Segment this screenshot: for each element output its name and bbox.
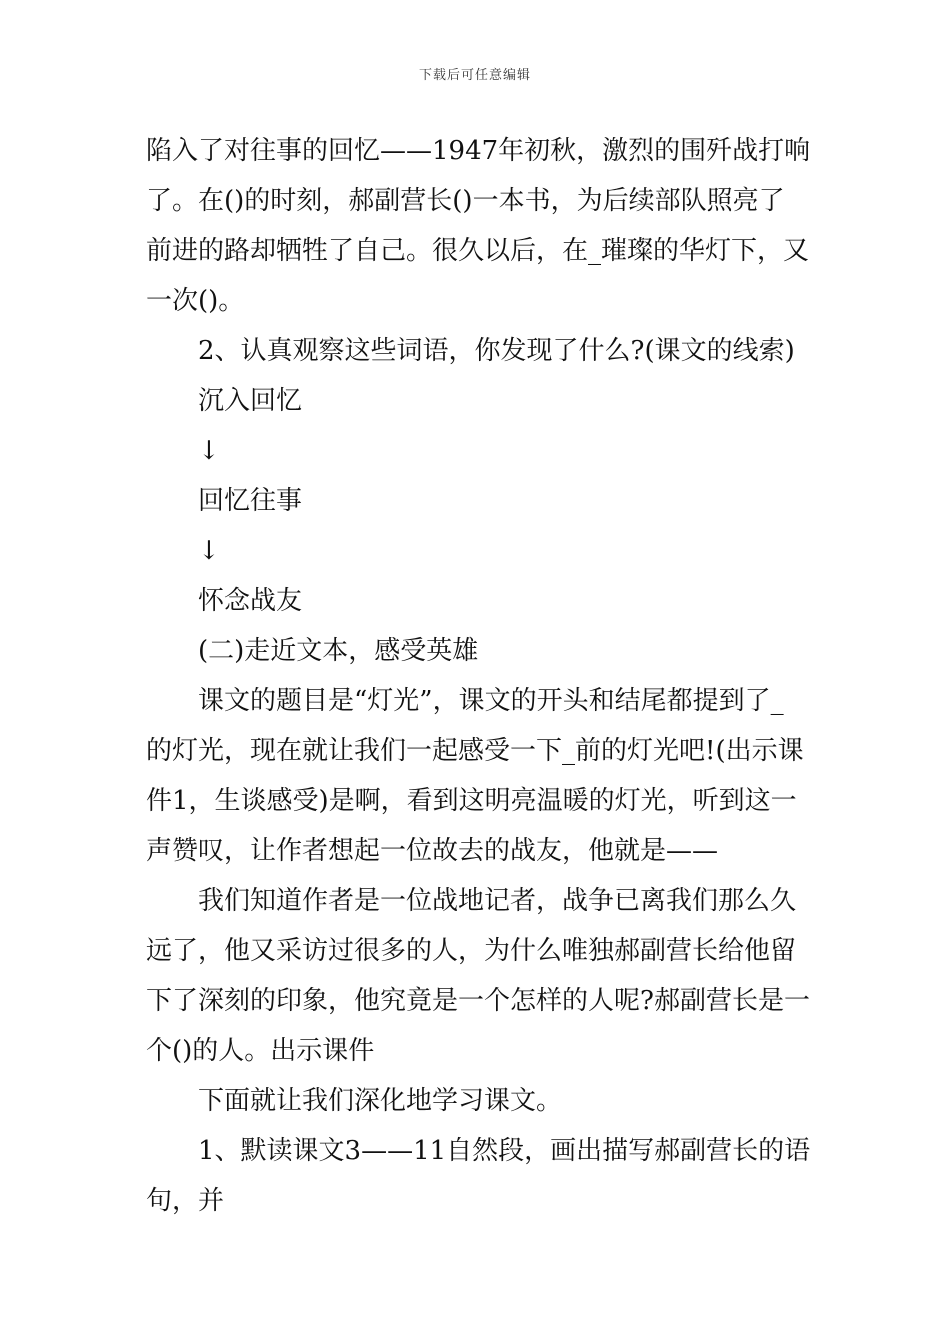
text-line: 1、默读课文3——11自然段，画出描写郝副营长的语 xyxy=(198,1136,811,1166)
text-line: 件1，生谈感受)是啊，看到这明亮温暖的灯光，听到这一 xyxy=(146,786,797,816)
down-arrow-icon: ↓ xyxy=(198,436,220,466)
text-line: 下了深刻的印象，他究竟是一个怎样的人呢?郝副营长是一 xyxy=(146,986,810,1016)
section-heading: (二)走近文本，感受英雄 xyxy=(198,636,479,666)
text-line: 前进的路却牺牲了自己。很久以后，在_璀璨的华灯下，又 xyxy=(146,236,810,266)
text-line: 回忆往事 xyxy=(198,486,303,516)
text-line: 怀念战友 xyxy=(198,586,303,616)
text-line: 我们知道作者是一位战地记者，战争已离我们那么久 xyxy=(198,886,797,916)
down-arrow-icon: ↓ xyxy=(198,536,220,566)
document-body xyxy=(146,126,810,1226)
text-line: 课文的题目是“灯光”，课文的开头和结尾都提到了_ xyxy=(198,686,784,716)
page-header-note: 下载后可任意编辑 xyxy=(418,68,531,83)
text-line: 2、认真观察这些词语，你发现了什么?(课文的线索) xyxy=(198,336,795,366)
text-line: 的灯光，现在就让我们一起感受一下_前的灯光吧!(出示课 xyxy=(146,736,804,766)
text-line: 个()的人。出示课件 xyxy=(146,1036,375,1066)
text-line: 沉入回忆 xyxy=(198,386,303,416)
text-line: 一次()。 xyxy=(146,286,245,316)
text-line: 句，并 xyxy=(146,1186,225,1216)
text-line: 陷入了对往事的回忆——1947年初秋，激烈的围歼战打响 xyxy=(146,136,811,166)
text-line: 声赞叹，让作者想起一位故去的战友，他就是—— xyxy=(146,836,719,866)
text-line: 下面就让我们深化地学习课文。 xyxy=(198,1086,563,1116)
text-line: 了。在()的时刻，郝副营长()一本书，为后续部队照亮了 xyxy=(146,186,785,216)
text-line: 远了，他又采访过很多的人，为什么唯独郝副营长给他留 xyxy=(146,936,797,966)
